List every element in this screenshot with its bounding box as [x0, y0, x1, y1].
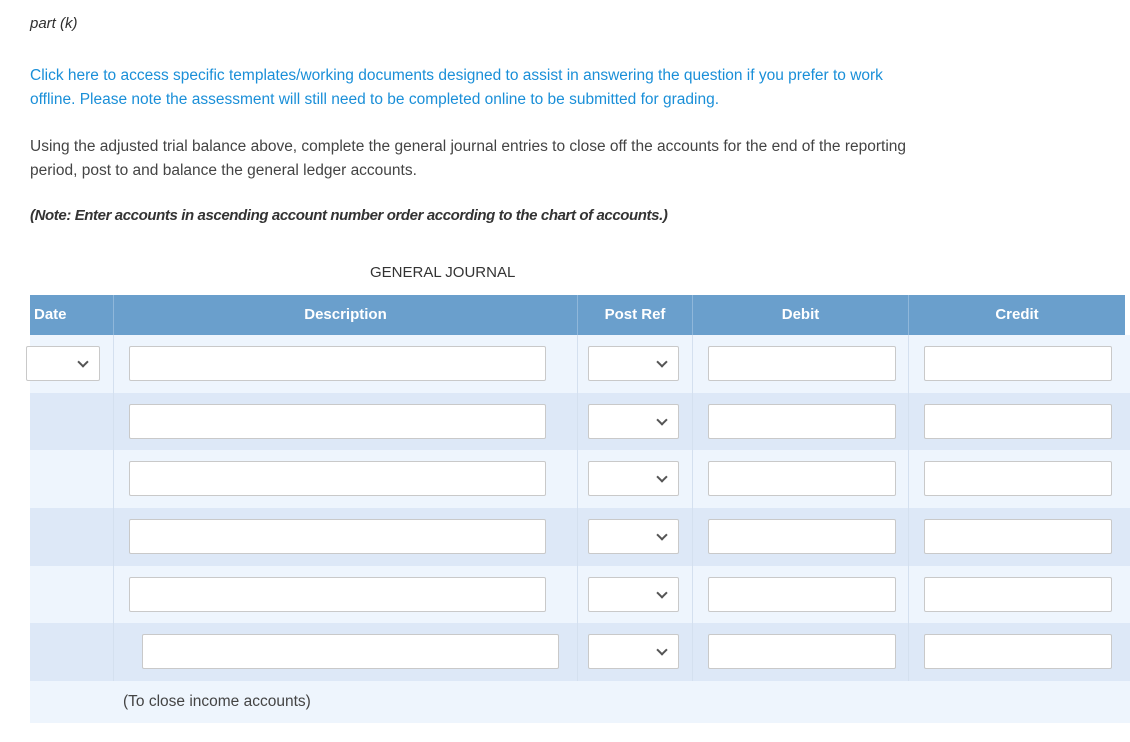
table-row-footer	[30, 681, 1130, 723]
debit-input[interactable]	[708, 346, 896, 381]
column-header-description: Description	[114, 295, 578, 335]
post-ref-select[interactable]	[588, 461, 679, 496]
table-row	[30, 508, 1130, 566]
description-input[interactable]	[129, 461, 546, 496]
column-header-credit: Credit	[909, 295, 1125, 335]
date-select[interactable]	[26, 346, 100, 381]
credit-input[interactable]	[924, 404, 1112, 439]
column-header-debit: Debit	[693, 295, 909, 335]
note-text: (Note: Enter accounts in ascending account number order according to the chart of accounts.)	[30, 207, 668, 224]
debit-input[interactable]	[708, 634, 896, 669]
table-cell	[30, 623, 114, 681]
credit-input[interactable]	[924, 519, 1112, 554]
table-cell	[30, 508, 114, 566]
table-cell	[30, 393, 114, 450]
general-journal-table	[30, 295, 1039, 723]
post-ref-select[interactable]	[588, 404, 679, 439]
table-row	[30, 335, 1130, 393]
description-input[interactable]	[129, 519, 546, 554]
column-header-date: Date	[30, 295, 114, 335]
description-input[interactable]	[142, 634, 559, 669]
debit-input[interactable]	[708, 461, 896, 496]
debit-input[interactable]	[708, 577, 896, 612]
table-row	[30, 393, 1130, 450]
debit-input[interactable]	[708, 519, 896, 554]
link-line[interactable]: offline. Please note the assessment will still need to be completed online to be submitted for grading.	[30, 91, 720, 108]
table-cell	[30, 566, 114, 623]
description-input[interactable]	[129, 577, 546, 612]
post-ref-select[interactable]	[588, 577, 679, 612]
credit-input[interactable]	[924, 577, 1112, 612]
closing-entry-explanation: (To close income accounts)	[123, 693, 311, 710]
part-label: part (k)	[30, 15, 78, 32]
credit-input[interactable]	[924, 461, 1112, 496]
journal-title: GENERAL JOURNAL	[370, 264, 516, 281]
instructions	[30, 135, 906, 183]
debit-input[interactable]	[708, 404, 896, 439]
post-ref-select[interactable]	[588, 346, 679, 381]
column-header-post-ref: Post Ref	[578, 295, 693, 335]
credit-input[interactable]	[924, 634, 1112, 669]
table-cell	[30, 450, 114, 508]
link-line[interactable]: Click here to access specific templates/working documents designed to assist in answering the question if you prefer to work	[30, 67, 883, 84]
table-row	[30, 450, 1130, 508]
templates-link[interactable]	[30, 64, 883, 112]
post-ref-select[interactable]	[588, 634, 679, 669]
table-row	[30, 566, 1130, 623]
table-row	[30, 623, 1130, 681]
credit-input[interactable]	[924, 346, 1112, 381]
post-ref-select[interactable]	[588, 519, 679, 554]
instruction-line: period, post to and balance the general ledger accounts.	[30, 162, 417, 179]
description-input[interactable]	[129, 346, 546, 381]
description-input[interactable]	[129, 404, 546, 439]
instruction-line: Using the adjusted trial balance above, complete the general journal entries to close off the accounts for the end of the reporting	[30, 138, 907, 155]
